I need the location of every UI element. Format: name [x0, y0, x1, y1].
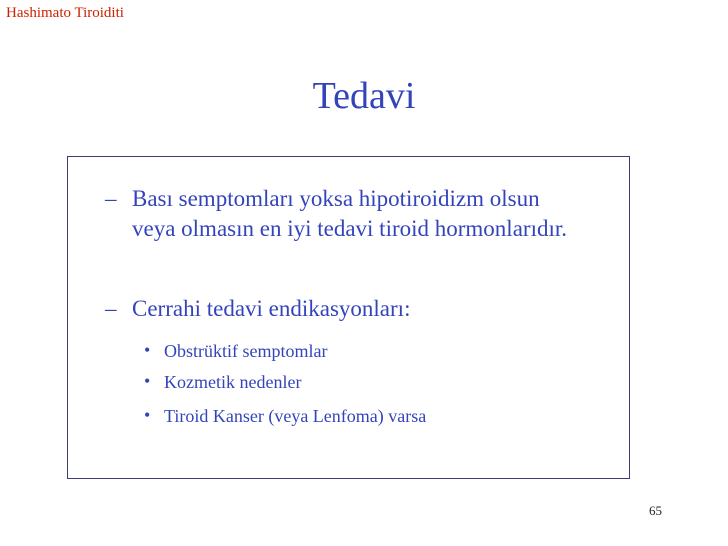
sub-bullet-item	[144, 339, 327, 363]
sub-bullet-text: Kozmetik nedenler	[164, 372, 302, 392]
header-label: Hashimato Tiroiditi	[6, 5, 124, 21]
bullet-text: Cerrahi tedavi endikasyonları:	[132, 296, 411, 321]
bullet-dot: •	[144, 340, 151, 360]
bullet-item	[105, 294, 585, 324]
sub-bullet-text: Tiroid Kanser (veya Lenfoma) varsa	[164, 406, 427, 426]
bullet-dot: •	[144, 371, 151, 391]
page-number: 65	[649, 503, 662, 518]
bullet-item	[105, 184, 585, 244]
sub-bullet-text: Obstrüktif semptomlar	[164, 341, 328, 361]
dash-marker: –	[105, 186, 117, 211]
sub-bullet-item	[144, 370, 301, 394]
sub-bullet-item	[144, 404, 426, 428]
bullet-text: Bası semptomları yoksa hipotiroidizm olsun veya olmasın en iyi tedavi tiroid hormonlarıdır.	[132, 186, 567, 241]
bullet-dot: •	[144, 405, 151, 425]
dash-marker: –	[105, 296, 117, 321]
slide-title: Tedavi	[312, 75, 416, 117]
